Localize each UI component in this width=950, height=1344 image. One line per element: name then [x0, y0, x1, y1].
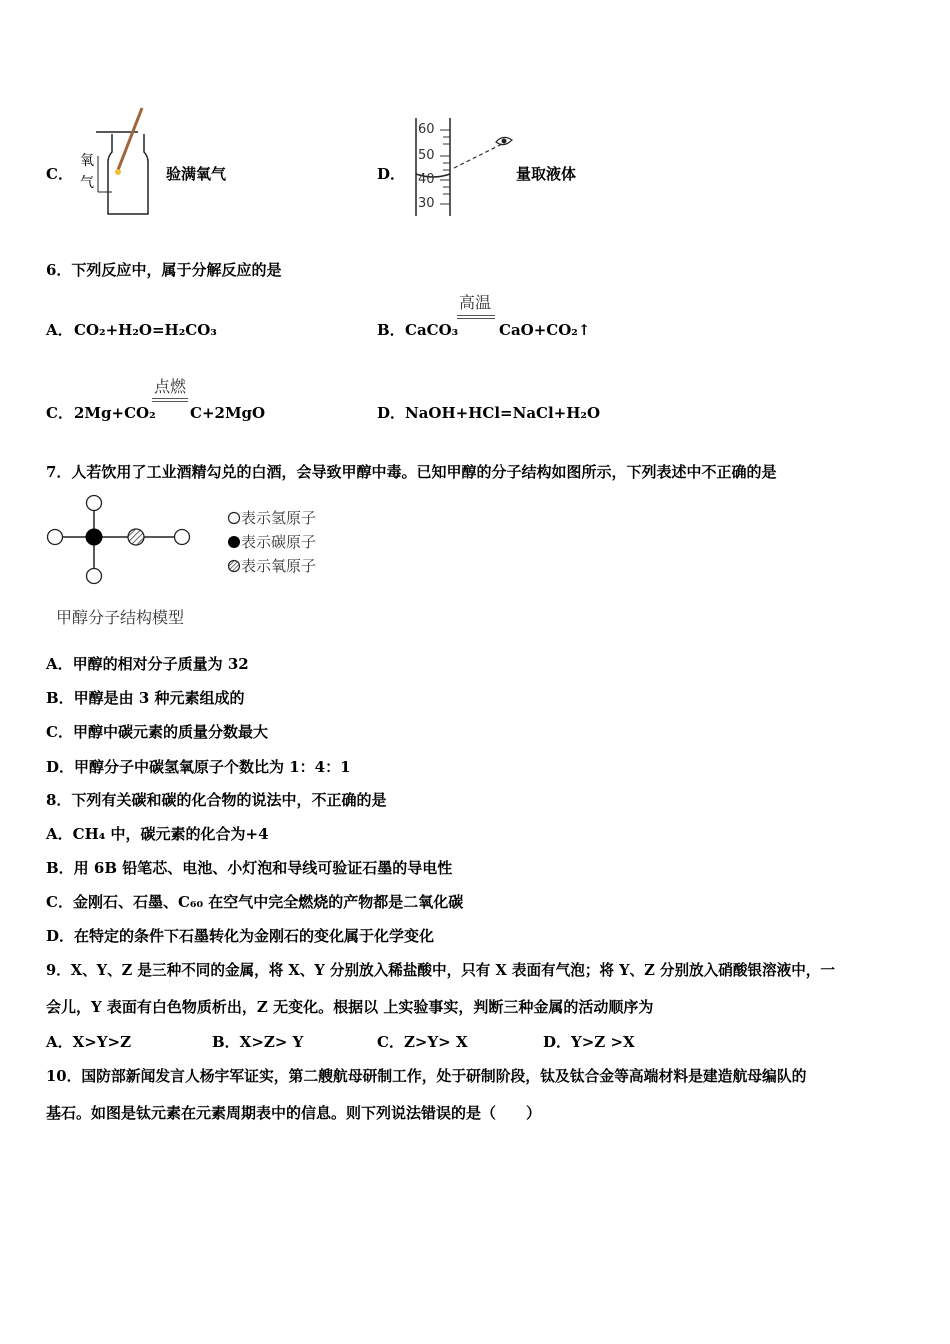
q9-option-a: A．X>Y>Z	[46, 1033, 132, 1051]
methanol-molecule-model	[40, 494, 200, 590]
q6-option-c-letter: C．	[46, 404, 73, 422]
q7-option-a: A．甲醇的相对分子质量为 32	[46, 655, 249, 673]
q9-option-d: D．Y>Z >X	[543, 1033, 635, 1051]
q6-option-a-equation: CO₂+H₂O=H₂CO₃	[74, 321, 217, 339]
q5-option-d-letter: D．	[377, 165, 406, 183]
legend-oxygen: 表示氧原子	[241, 557, 317, 575]
q7-option-d: D．甲醇分子中碳氢氧原子个数比为 1：4：1	[46, 758, 351, 776]
oxygen-legend-icon	[227, 559, 241, 573]
cylinder-tick-60: 60	[418, 122, 435, 137]
cylinder-tick-40: 40	[418, 172, 435, 187]
q6-option-b-condition: 高温	[459, 293, 492, 312]
cylinder-tick-30: 30	[418, 196, 435, 211]
q8-option-d: D．在特定的条件下石墨转化为金刚石的变化属于化学变化	[46, 927, 435, 945]
q8-stem: 8．下列有关碳和碳的化合物的说法中，不正确的是	[46, 791, 387, 809]
q7-option-b: B．甲醇是由 3 种元素组成的	[46, 689, 245, 707]
q9-option-b: B．X>Z> Y	[212, 1033, 304, 1051]
q5-option-d-label: 量取液体	[516, 165, 577, 183]
equation-sign-line	[152, 398, 188, 399]
q5-option-c-label: 验满氧气	[166, 165, 227, 183]
q6-option-c-products: C+2MgO	[190, 404, 266, 422]
q6-option-c-reactants: 2Mg+CO₂	[74, 404, 156, 422]
q6-option-a-letter: A．	[46, 321, 73, 339]
q9-option-c: C．Z>Y> X	[377, 1033, 468, 1051]
cylinder-tick-50: 50	[418, 148, 435, 163]
bottle-label-oxygen-2: 气	[80, 175, 94, 191]
bottle-label-oxygen-1: 氧	[80, 153, 94, 169]
q5-option-c-letter: C．	[46, 165, 73, 183]
q8-option-a: A．CH₄ 中，碳元素的化合为+4	[46, 825, 269, 843]
carbon-legend-icon	[227, 535, 241, 549]
q6-option-b-letter: B．	[377, 321, 405, 339]
q6-option-b-reactant: CaCO₃	[405, 321, 459, 339]
equation-sign-line	[152, 401, 188, 402]
q9-stem-line1: 9．X、Y、Z 是三种不同的金属，将 X、Y 分别放入稀盐酸中，只有 X 表面有气泡；将 Y、Z 分别放入硝酸银溶液中，一	[46, 962, 835, 979]
q6-option-d-letter: D．	[377, 404, 406, 422]
molecule-caption: 甲醇分子结构模型	[56, 608, 185, 627]
q6-stem: 6．下列反应中，属于分解反应的是	[46, 261, 282, 279]
q6-option-b-products: CaO+CO₂↑	[499, 321, 591, 339]
q8-option-c: C．金刚石、石墨、C₆₀ 在空气中完全燃烧的产物都是二氧化碳	[46, 893, 464, 911]
legend-carbon: 表示碳原子	[241, 533, 317, 551]
q7-option-c: C．甲醇中碳元素的质量分数最大	[46, 723, 268, 741]
legend-hydrogen: 表示氢原子	[241, 509, 317, 527]
q8-option-b: B．用 6B 铅笔芯、电池、小灯泡和导线可验证石墨的导电性	[46, 859, 453, 877]
hydrogen-legend-icon	[227, 511, 241, 525]
q6-option-c-condition: 点燃	[154, 377, 187, 396]
q6-option-d-equation: NaOH+HCl=NaCl+H₂O	[405, 404, 601, 422]
q9-stem-line2: 会儿，Y 表面有白色物质析出，Z 无变化。根据以 上实验事实，判断三种金属的活动顺序为	[46, 998, 654, 1016]
q10-stem-line1: 10．国防部新闻发言人杨宇军证实，第二艘航母研制工作，处于研制阶段，钛及钛合金等高端材料是建造航母编队的	[46, 1068, 807, 1085]
q7-stem: 7．人若饮用了工业酒精勾兑的白酒，会导致甲醇中毒。已知甲醇的分子结构如图所示，下列表述中不正确的是	[46, 463, 777, 481]
equation-sign-line	[457, 318, 495, 319]
q10-stem-line2: 基石。如图是钛元素在元素周期表中的信息。则下列说法错误的是（ ）	[46, 1104, 542, 1122]
equation-sign-line	[457, 315, 495, 316]
